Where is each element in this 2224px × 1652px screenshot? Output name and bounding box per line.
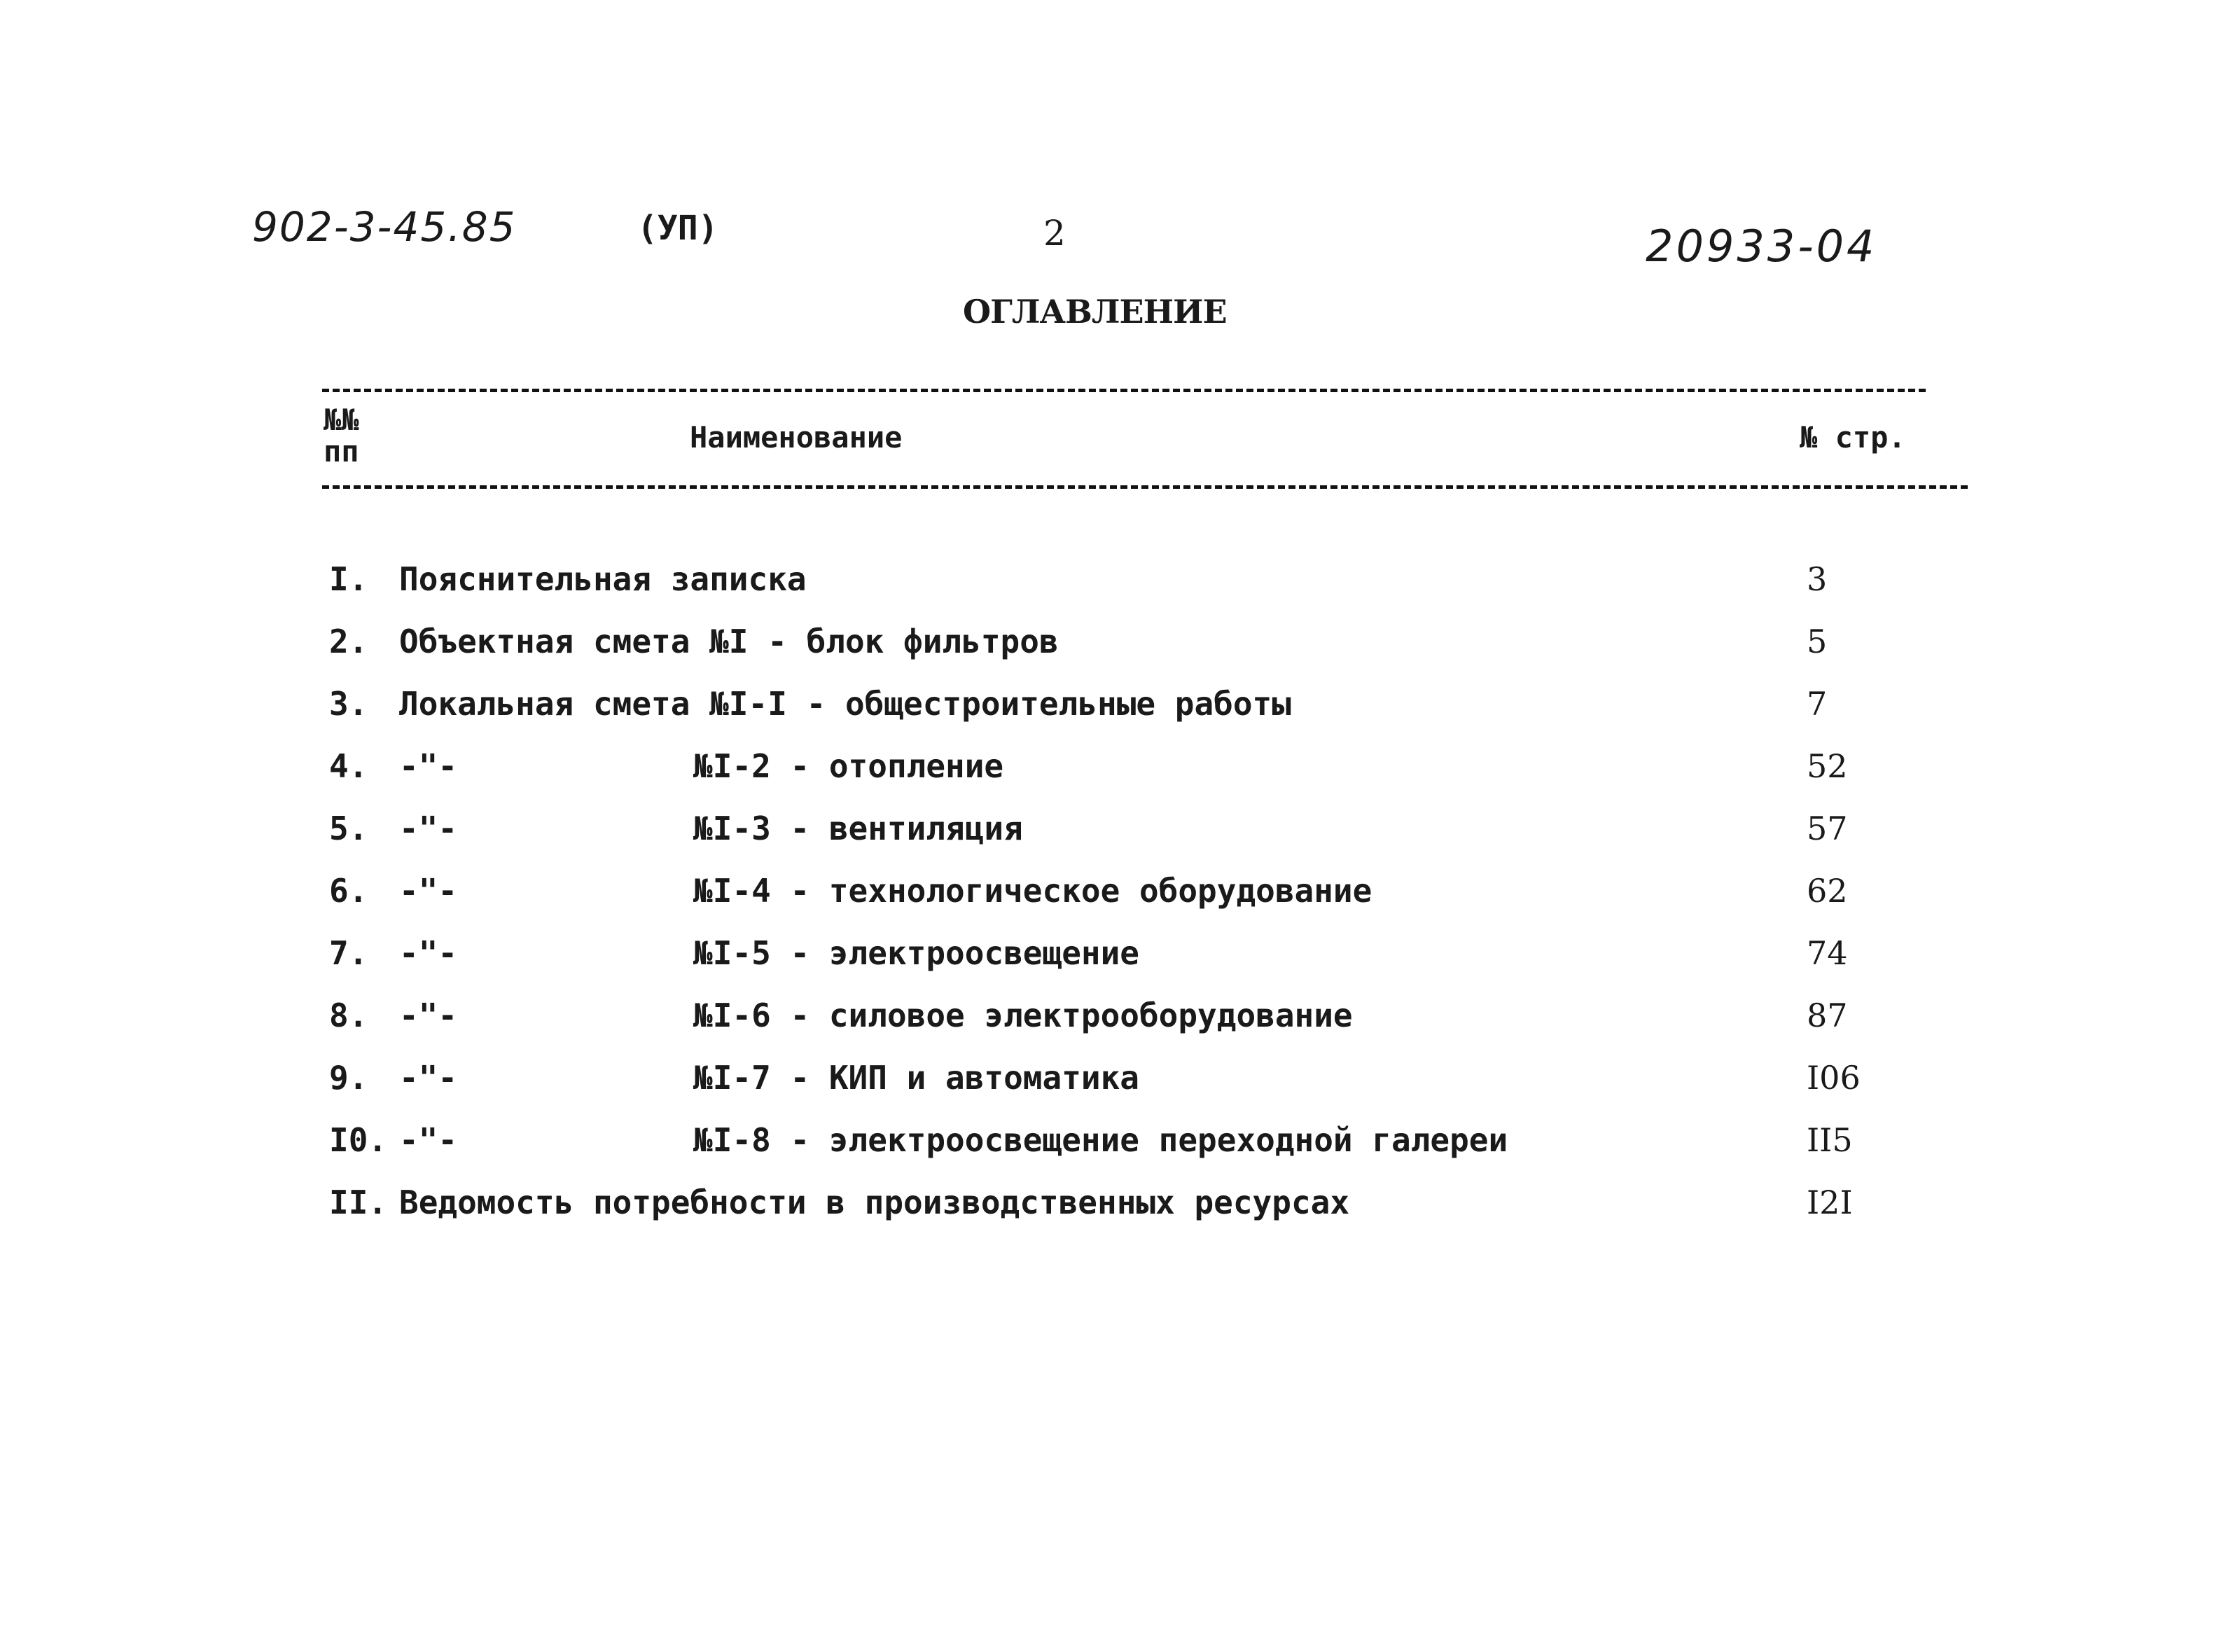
item-title: Локальная смета №I-I - общестроительные работы <box>399 685 1291 723</box>
item-number: 6. <box>329 872 368 910</box>
list-item <box>0 997 2224 1053</box>
item-reference: №I-4 - технологическое оборудование <box>693 872 1372 910</box>
item-page: II5 <box>1807 1121 1853 1159</box>
item-page: 74 <box>1807 934 1848 972</box>
item-page: I2I <box>1807 1184 1853 1221</box>
column-header-page: № стр. <box>1800 420 1906 454</box>
list-item <box>0 1184 2224 1240</box>
item-title: -"- <box>399 1059 458 1097</box>
column-header-name: Наименование <box>690 420 903 454</box>
document-code: 902-3-45.85 <box>252 203 517 251</box>
page-number: 2 <box>1043 213 1066 254</box>
list-item <box>0 560 2224 616</box>
item-title: -"- <box>399 872 458 910</box>
item-reference: №I-6 - силовое электрооборудование <box>693 997 1353 1034</box>
item-title: -"- <box>399 747 458 785</box>
item-reference: №I-8 - электроосвещение переходной галереи <box>693 1121 1508 1159</box>
item-reference: №I-2 - отопление <box>693 747 1004 785</box>
table-header-bottom-rule <box>322 485 1968 489</box>
item-title: -"- <box>399 1121 458 1159</box>
column-header-number-line1: №№ <box>324 403 359 437</box>
item-title: Пояснительная записка <box>399 560 807 598</box>
item-page: 62 <box>1807 872 1848 910</box>
list-item <box>0 685 2224 741</box>
list-item <box>0 747 2224 803</box>
item-reference: №I-5 - электроосвещение <box>693 934 1139 972</box>
list-item <box>0 1059 2224 1115</box>
item-number: 4. <box>329 747 368 785</box>
item-number: 5. <box>329 810 368 847</box>
item-number: II. <box>329 1184 388 1221</box>
list-item <box>0 1121 2224 1177</box>
item-page: 3 <box>1807 560 1828 598</box>
item-number: 9. <box>329 1059 368 1097</box>
item-page: 5 <box>1807 623 1828 660</box>
list-item <box>0 810 2224 866</box>
item-reference: №I-3 - вентиляция <box>693 810 1023 847</box>
column-header-number-line2: пп <box>324 434 359 468</box>
item-page: 57 <box>1807 810 1848 847</box>
item-page: 87 <box>1807 997 1848 1034</box>
list-item <box>0 623 2224 679</box>
document-mark: (УП) <box>637 209 718 248</box>
item-number: I. <box>329 560 368 598</box>
item-page: 52 <box>1807 747 1848 785</box>
item-title: -"- <box>399 997 458 1034</box>
table-header-top-rule <box>322 389 1926 392</box>
item-title: -"- <box>399 934 458 972</box>
item-title: Объектная смета №I - блок фильтров <box>399 623 1059 660</box>
item-page: 7 <box>1807 685 1828 723</box>
item-reference: №I-7 - КИП и автоматика <box>693 1059 1139 1097</box>
list-item <box>0 872 2224 928</box>
item-number: 7. <box>329 934 368 972</box>
item-number: 3. <box>329 685 368 723</box>
registration-number: 20933-04 <box>1646 221 1877 272</box>
item-page: I06 <box>1807 1059 1861 1097</box>
page-title: ОГЛАВЛЕНИЕ <box>963 293 1227 331</box>
item-number: I0. <box>329 1121 388 1159</box>
item-number: 2. <box>329 623 368 660</box>
item-title: -"- <box>399 810 458 847</box>
item-number: 8. <box>329 997 368 1034</box>
list-item <box>0 934 2224 990</box>
item-title: Ведомость потребности в производственных ресурсах <box>399 1184 1350 1221</box>
